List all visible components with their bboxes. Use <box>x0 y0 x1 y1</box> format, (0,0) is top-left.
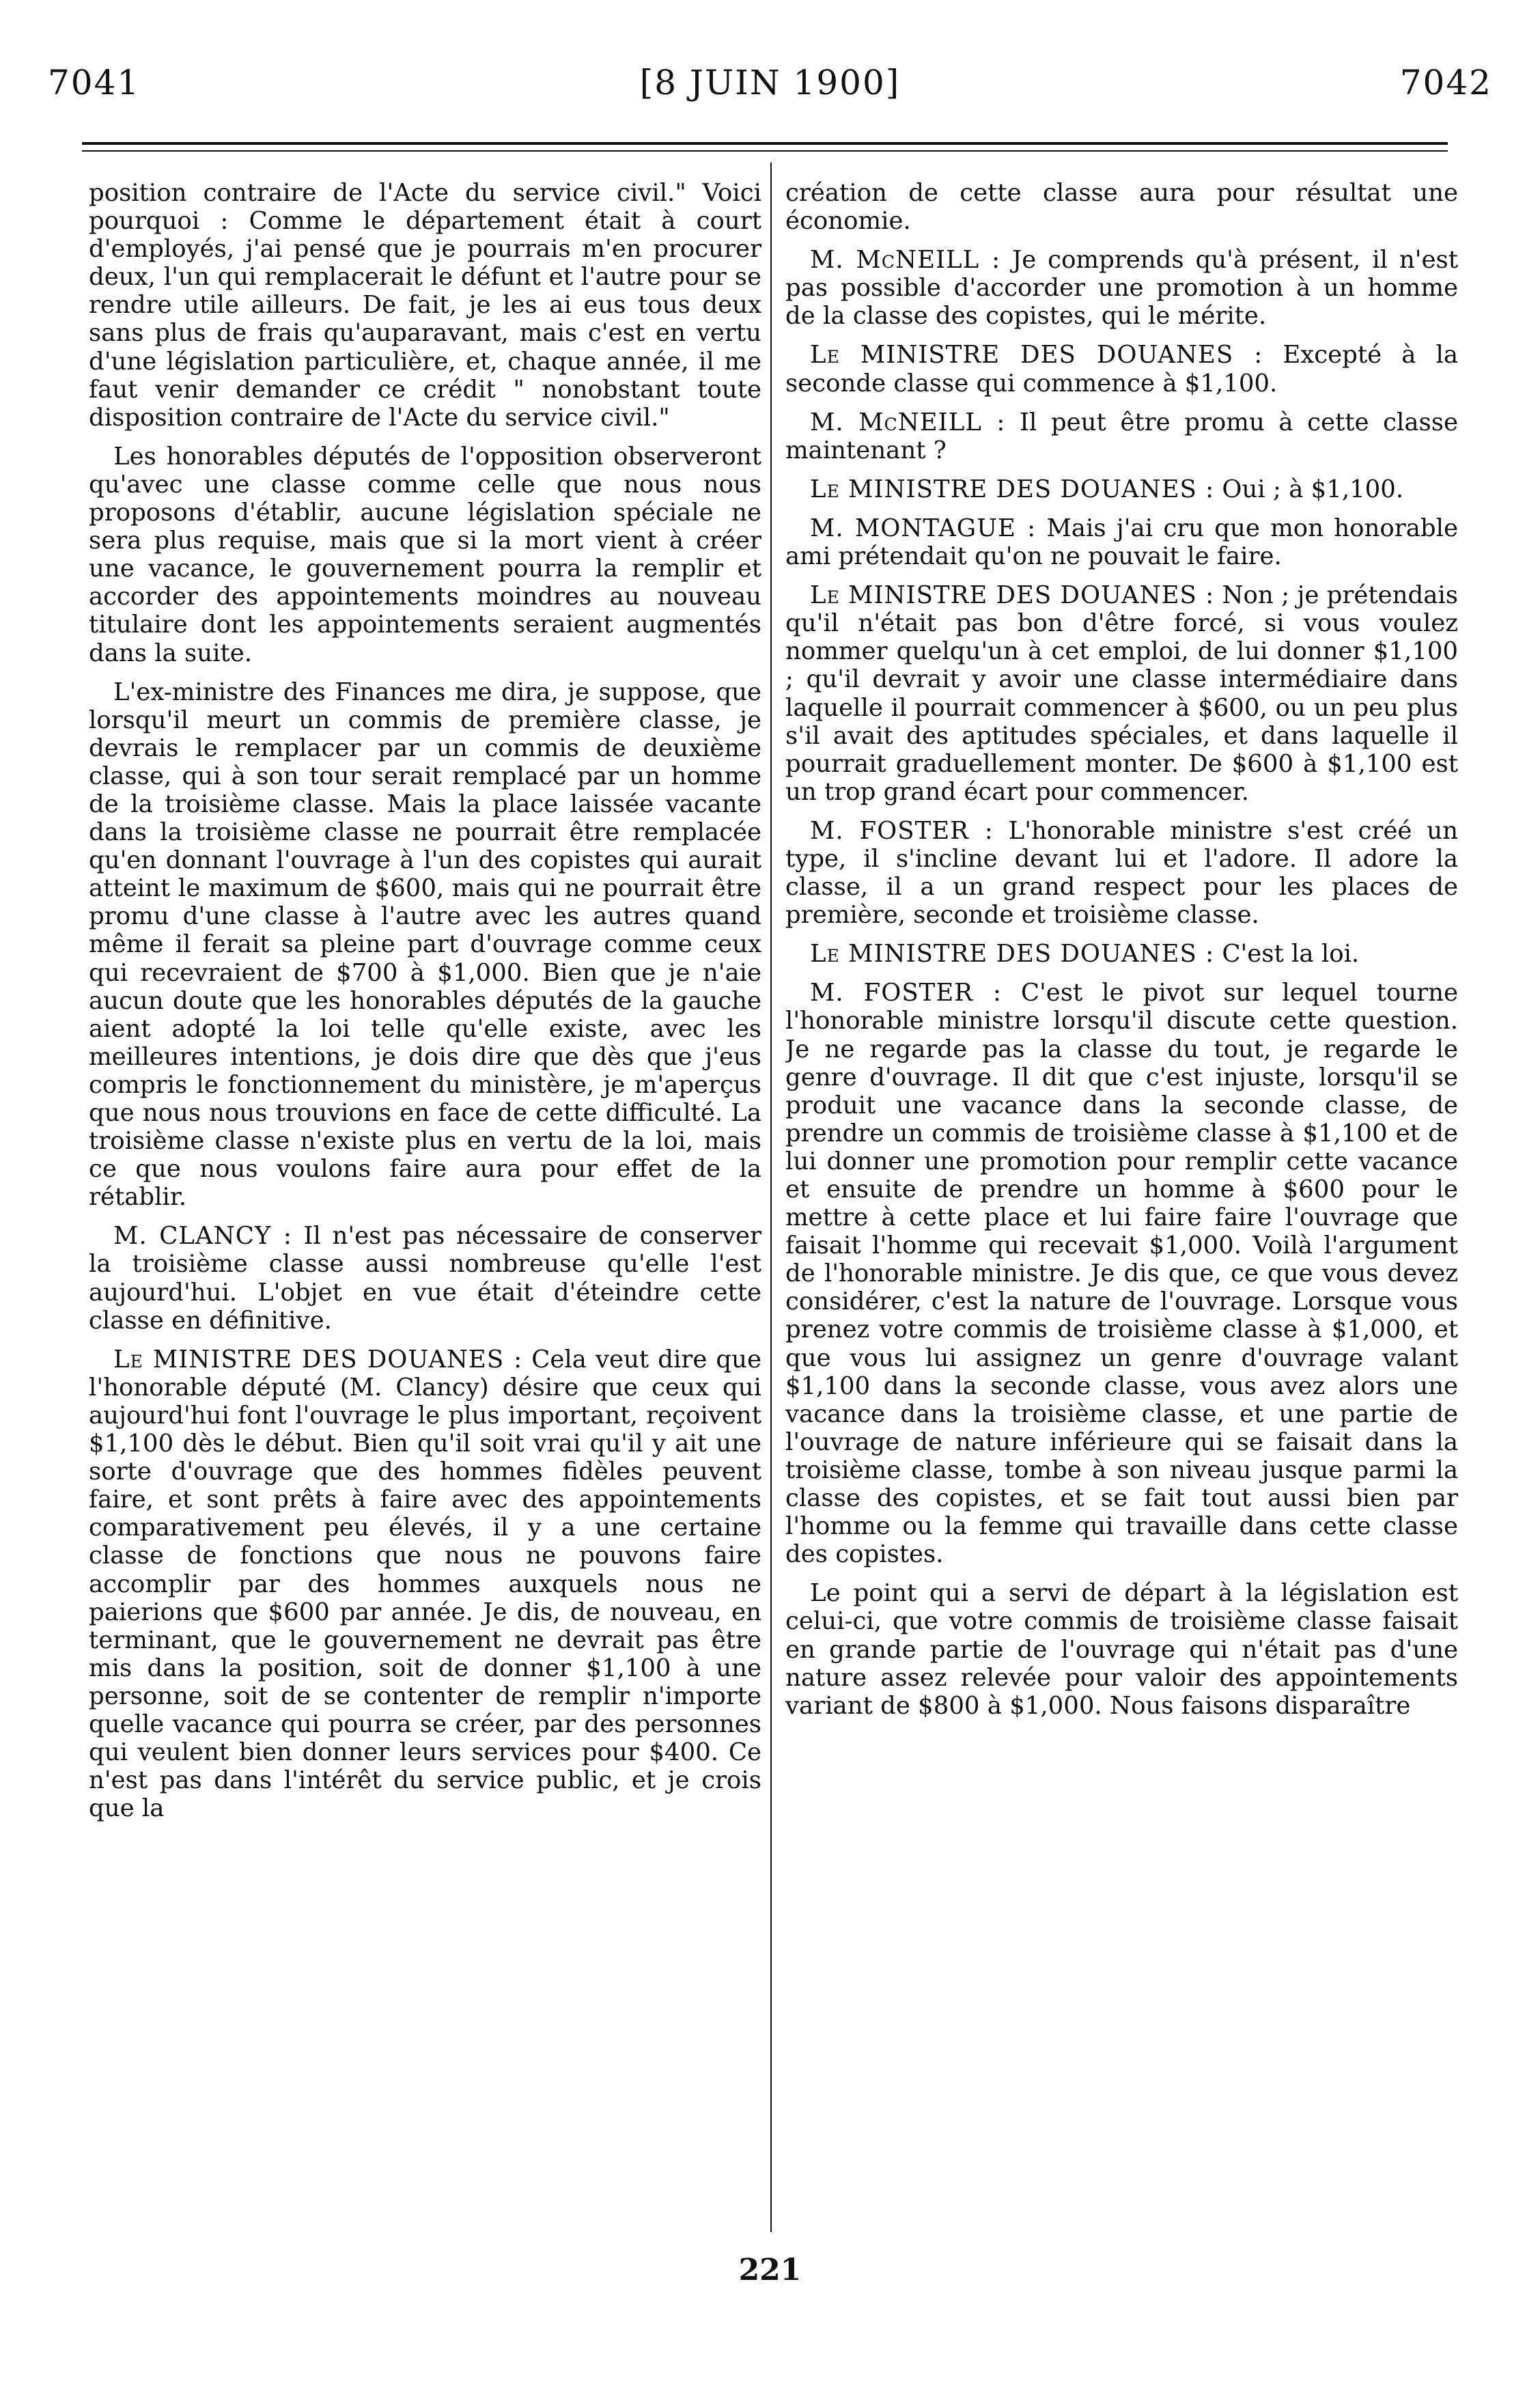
speaker-name: M. McNEILL : <box>810 408 1006 436</box>
paragraph: L'ex-ministre des Finances me dira, je suppose, que lorsqu'il meurt un commis de première classe, je devrais le remplacer par un commis de deuxième classe, qui à son tour serait remplacé par un homme de la troisième classe. Mais la place laissée vacante dans la troisième classe ne pourrait être remplacée qu'en donnant l'ouvrage à l'un des copistes qui aurait atteint le maximum de $600, mais qui ne pourrait être promu d'une classe à l'autre avec les autres quand même il ferait sa pleine part d'ouvrage comme ceux qui recevraient de $700 à $1,000. Bien que je n'aie aucun doute que les honorables députés de la gauche aient adopté la loi telle qu'elle existe, avec les meilleures intentions, je dois dire que dès que j'eus compris le fonctionnement du ministère, je m'aperçus que nous nous trouvions en face de cette difficulté. La troisième classe n'existe plus en vertu de la loi, mais ce que nous voulons faire aura pour effet de la rétablir. <box>89 678 761 1212</box>
speech-paragraph <box>785 940 1458 968</box>
speaker-name: M. McNEILL : <box>810 246 1001 275</box>
speaker-name: M. MONTAGUE : <box>810 514 1037 542</box>
speech-paragraph <box>785 246 1458 330</box>
speech-paragraph <box>785 581 1458 806</box>
paragraph: Les honorables députés de l'opposition observeront qu'avec une classe comme celle que nous nous proposons d'établir, aucune législation spéciale ne sera plus requise, mais que si la mort vient à créer une vacance, le gouvernement pourra la remplir et accorder des appointements moindres au nouveau titulaire dont les appointements seraient augmentés dans la suite. <box>89 442 761 667</box>
speech-paragraph <box>785 475 1458 503</box>
speaker-name: Le MINISTRE DES DOUANES : <box>810 475 1215 503</box>
speech-text: L'honorable ministre s'est créé un type, il s'incline devant lui et l'adore. Il adore la classe, il a un grand respect pour les places de première, seconde et troisième classe. <box>785 816 1458 930</box>
speech-text: Non ; je prétendais qu'il n'était pas bon d'être forcé, si vous voulez nommer quelqu'un à cet emploi, de lui donner $1,100 ; qu'il devrait y avoir une classe intermédiaire dans laquelle il pourrait commencer à $600, ou un peu plus s'il avait des aptitudes spéciales, et dans laquelle il pourrait graduellement monter. De $600 à $1,100 est un trop grand écart pour commencer. <box>785 581 1458 806</box>
speech-text: Je comprends qu'à présent, il n'est pas possible d'accorder une promotion à un homme de la classe des copistes, qui le mérite. <box>785 246 1458 331</box>
speech-paragraph <box>785 408 1458 464</box>
paragraph: position contraire de l'Acte du service civil." Voici pourquoi : Comme le département était à court d'employés, j'ai pensé que je pourrais m'en procurer deux, l'un qui remplacerait le défunt et l'autre pour se rendre utile ailleurs. De fait, je les ai eus tous deux sans plus de frais qu'auparavant, mais c'est en vertu d'une législation particulière, et, chaque année, il me faut venir demander ce crédit " nonobstant toute disposition contraire de l'Acte du service civil." <box>89 179 761 432</box>
speech-text: Oui ; à $1,100. <box>1222 475 1404 503</box>
speech-paragraph <box>785 341 1458 397</box>
speech-text: Il n'est pas nécessaire de conserver la troisième classe aussi nombreuse qu'elle l'est aujourd'hui. L'objet en vue était d'éteindre cette classe en définitive. <box>89 1222 761 1335</box>
page-number-left: 7041 <box>48 63 141 102</box>
speech-paragraph <box>785 979 1458 1568</box>
speech-paragraph <box>785 817 1458 929</box>
paragraph: création de cette classe aura pour résultat une économie. <box>785 179 1458 236</box>
header-date: [8 JUIN 1900] <box>639 63 901 102</box>
speaker-name: Le MINISTRE DES DOUANES : <box>113 1345 523 1374</box>
left-column <box>89 179 761 2269</box>
speech-paragraph <box>89 1346 761 1823</box>
speaker-name: Le MINISTRE DES DOUANES : <box>810 581 1215 610</box>
speech-paragraph <box>89 1222 761 1334</box>
speaker-name: Le MINISTRE DES DOUANES : <box>810 341 1263 370</box>
column-divider <box>770 163 772 2232</box>
speech-text: C'est le pivot sur lequel tourne l'honorable ministre lorsqu'il discute cette question. Je ne regarde pas la classe du tout, je regarde le genre d'ouvrage. Il dit que c'est injuste, lorsqu'il se produit une vacance dans la seconde classe, de prendre un commis de troisième classe à $1,100 et de lui donner une promotion pour remplir cette vacance et ensuite de prendre un homme à $600 pour le mettre à cette place et lui faire faire l'ouvrage que faisait l'homme qui recevait $1,000. Voilà l'argument de l'honorable ministre. Je dis que, ce que vous devez considérer, c'est la nature de l'ouvrage. Lorsque vous prenez votre commis de troisième classe à $1,000, et que vous lui assignez un genre d'ouvrage valant $1,100 dans la seconde classe, vous avez alors une vacance dans la troisième classe, et une partie de l'ouvrage de nature inférieure qui se faisait dans la troisième classe, tombe à son niveau jusque parmi la classe des copistes, et se fait tout aussi bien par l'homme ou la femme qui travaille dans cette classe des copistes. <box>785 979 1458 1569</box>
speech-paragraph <box>785 514 1458 570</box>
right-column <box>785 179 1458 2269</box>
speaker-name: M. FOSTER : <box>810 816 994 845</box>
page-number-right: 7042 <box>1399 63 1492 102</box>
speaker-name: Le MINISTRE DES DOUANES : <box>810 940 1215 969</box>
header-rule-thick <box>82 142 1448 145</box>
speech-text: Cela veut dire que l'honorable député (M. Clancy) désire que ceux qui aujourd'hui font l'ouvrage le plus important, reçoivent $1,100 dès le début. Bien qu'il soit vrai qu'il y ait une sorte d'ouvrage que des hommes fidèles peuvent faire, et sont prêts à faire avec des appointements comparativement peu élevés, il y a une certaine classe de fonctions que nous ne pouvons faire accomplir par des hommes auxquels nous ne paierions que $600 par année. Je dis, de nouveau, en terminant, que le gouvernement ne devrait pas être mis dans la position, soit de donner $1,100 à une personne, soit de se contenter de remplir n'importe quelle vacance qui pourra se créer, par des personnes qui veulent bien donner leurs services pour $400. Ce n'est pas dans l'intérêt du service public, et je crois que la <box>89 1345 761 1823</box>
speaker-name: M. CLANCY : <box>113 1222 292 1251</box>
paragraph: Le point qui a servi de départ à la législation est celui-ci, que votre commis de troisième classe faisait en grande partie de l'ouvrage qui n'était pas d'une nature assez relevée pour valoir des appointements variant de $800 à $1,000. Nous faisons disparaître <box>785 1579 1458 1720</box>
speaker-name: M. FOSTER : <box>810 979 1002 1007</box>
header-rule-thin <box>82 150 1448 152</box>
speech-text: Il peut être promu à cette classe maintenant ? <box>785 408 1458 464</box>
speech-text: Mais j'ai cru que mon honorable ami prétendait qu'on ne pouvait le faire. <box>785 514 1458 571</box>
speech-text: Excepté à la seconde classe qui commence à $1,100. <box>785 341 1458 398</box>
speech-text: C'est la loi. <box>1222 940 1360 969</box>
page-footer-number: 221 <box>738 2253 802 2287</box>
